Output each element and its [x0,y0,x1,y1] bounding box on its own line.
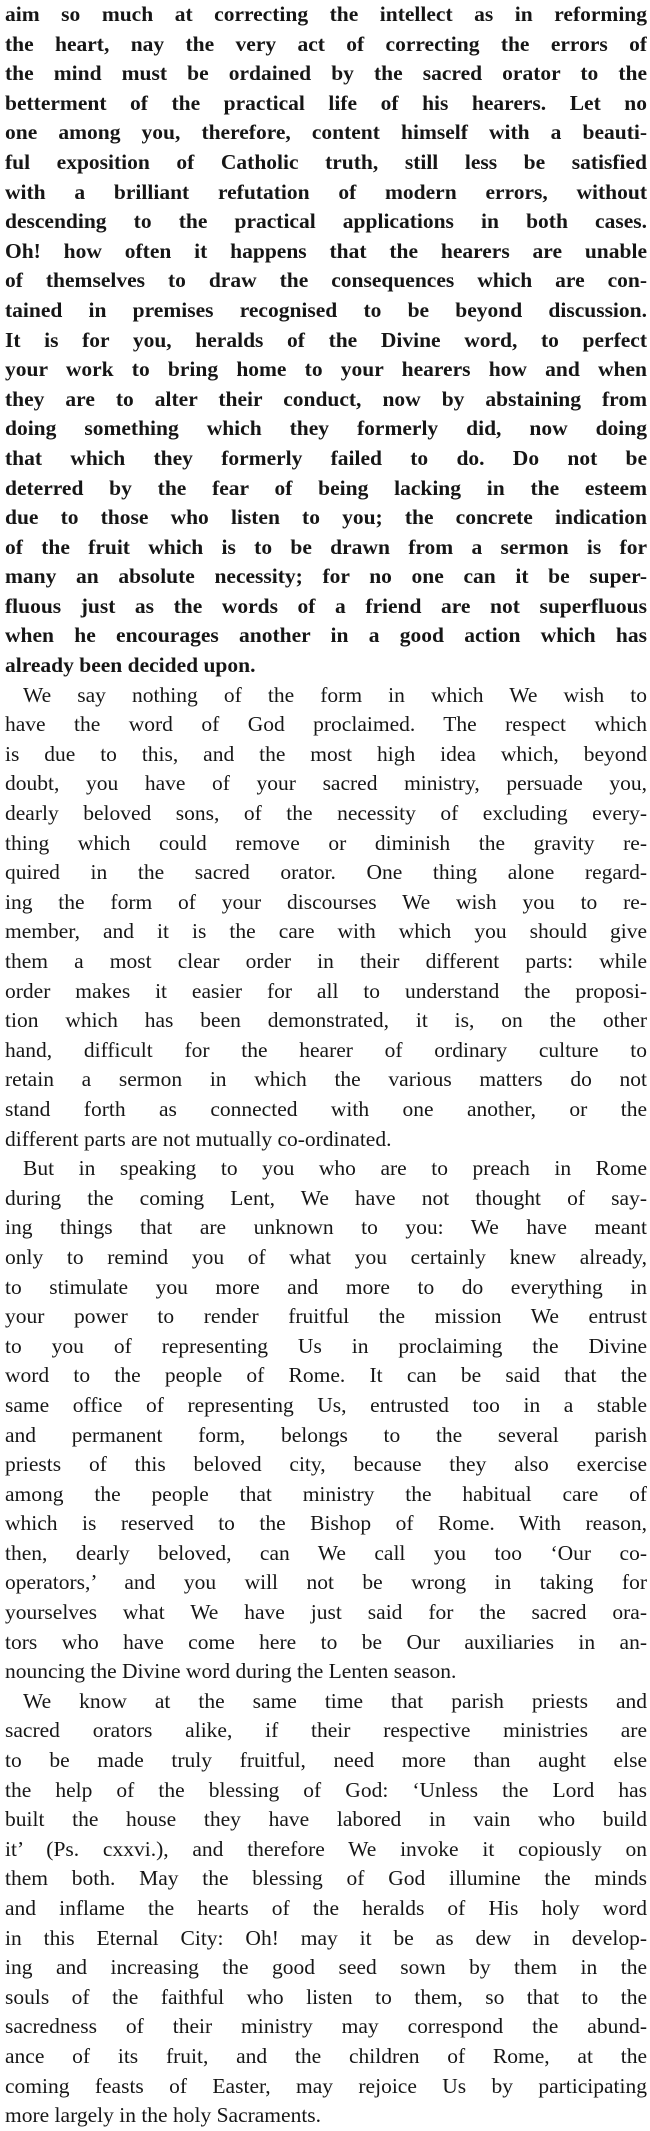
text-line: it’ (Ps. cxxvi.), and therefore We invoke it copiously on [5,1836,647,1861]
text-line: sacred orators alike, if their respective ministries are [5,1718,647,1743]
text-line: priests of this beloved city, because they also exercise [5,1452,647,1477]
text-line: stand forth as connected with one another, or the [5,1096,647,1121]
text-line: built the house they have labored in vain who build [5,1807,647,1832]
text-line: aim so much at correcting the intellect as in reforming [5,2,647,26]
text-line: But in speaking to you who are to preach in Rome [23,1156,647,1181]
text-line: ing the form of your discourses We wish you to re- [5,889,647,914]
text-line: among the people that ministry the habitual care of [5,1481,647,1506]
text-line: We say nothing of the form in which We wish to [23,682,647,707]
paragraph-4 [5,1687,647,2131]
text-line: already been decided upon. [5,653,256,678]
text-line: is due to this, and the most high idea which, beyond [5,741,647,766]
text-line: same office of representing Us, entrusted too in a stable [5,1392,647,1417]
text-line: coming feasts of Easter, may rejoice Us by participating [5,2073,647,2098]
text-line: tion which has been demonstrated, it is, on the other [5,1008,647,1033]
text-line: the help of the blessing of God: ‘Unless the Lord has [5,1777,647,1802]
paragraph-2 [5,681,647,1155]
text-line: It is for you, heralds of the Divine word, to perfect [5,327,647,352]
text-line: your work to bring home to your hearers how and when [5,357,647,382]
text-line: nouncing the Divine word during the Lenten season. [5,1659,457,1684]
text-line: then, dearly beloved, can We call you too ‘Our co- [5,1540,647,1565]
text-line: tained in premises recognised to be beyond discussion. [5,297,647,322]
text-line: more largely in the holy Sacraments. [5,2103,322,2128]
paragraph-1 [5,0,647,681]
text-line: them a most clear order in their different parts: while [5,949,647,973]
text-line: deterred by the fear of being lacking in the esteem [5,475,647,500]
text-line: many an absolute necessity; for no one can it be super- [5,564,647,589]
text-line: ing things that are unknown to you: We have meant [5,1215,647,1240]
text-line: during the coming Lent, We have not thought of say- [5,1185,647,1210]
text-line: to you of representing Us in proclaiming the Divine [5,1333,647,1358]
text-line: hand, difficult for the hearer of ordinary culture to [5,1037,647,1062]
text-line: to stimulate you more and more to do everything in [5,1274,647,1299]
text-line: have the word of God proclaimed. The respect which [5,712,647,737]
text-line: quired in the sacred orator. One thing alone regard- [5,860,647,885]
text-line: and inflame the hearts of the heralds of His holy word [5,1896,647,1920]
text-line: betterment of the practical life of his hearers. Let no [5,90,647,115]
paragraph-3 [5,1154,647,1687]
text-line: word to the people of Rome. It can be said that the [5,1363,647,1388]
text-line: to be made truly fruitful, need more than aught else [5,1748,647,1773]
text-line: We know at the same time that parish priests and [23,1688,647,1713]
text-line: member, and it is the care with which you should give [5,919,647,944]
text-line: doing something which they formerly did, now doing [5,416,647,441]
text-line: tors who have come here to be Our auxiliaries in an- [5,1629,647,1654]
text-line: yourselves what We have just said for the sacred ora- [5,1600,647,1625]
text-line: dearly beloved sons, of the necessity of excluding every- [5,801,647,826]
text-line: ing and increasing the good seed sown by them in the [5,1955,647,1980]
text-line: when he encourages another in a good action which has [5,623,647,648]
text-line: retain a sermon in which the various matters do not [5,1067,647,1092]
text-line: operators,’ and you will not be wrong in taking for [5,1570,647,1595]
text-line: Oh! how often it happens that the hearers are unable [5,238,647,263]
text-line: which is reserved to the Bishop of Rome. With reason, [5,1511,647,1536]
text-line: the heart, nay the very act of correcting the errors of [5,31,647,56]
text-line: of themselves to draw the consequences which are con- [5,268,647,293]
text-line: due to those who listen to you; the concrete indication [5,505,647,530]
text-line: the mind must be ordained by the sacred orator to the [5,61,647,86]
text-line: souls of the faithful who listen to them, so that to the [5,1984,647,2009]
text-line: them both. May the blessing of God illumine the minds [5,1866,647,1891]
text-line: fluous just as the words of a friend are not superfluous [5,593,647,618]
text-line: your power to render fruitful the mission We entrust [5,1304,647,1329]
text-line: that which they formerly failed to do. Do not be [5,445,647,470]
text-line: only to remind you of what you certainly knew already, [5,1244,647,1269]
text-line: ful exposition of Catholic truth, still less be satisfied [5,149,647,174]
text-line: sacredness of their ministry may correspond the abund- [5,2014,647,2039]
text-line: descending to the practical applications in both cases. [5,209,647,234]
text-line: they are to alter their conduct, now by abstaining from [5,386,647,411]
text-line: order makes it easier for all to understand the proposi- [5,978,647,1003]
text-line: one among you, therefore, content himself with a beauti- [5,120,647,145]
document-page [5,0,647,2128]
text-line: of the fruit which is to be drawn from a sermon is for [5,534,647,559]
text-line: in this Eternal City: Oh! may it be as dew in develop- [5,1925,647,1950]
text-line: and permanent form, belongs to the several parish [5,1422,647,1447]
text-line: different parts are not mutually co-ordinated. [5,1126,392,1151]
text-line: doubt, you have of your sacred ministry, persuade you, [5,771,647,796]
text-line: thing which could remove or diminish the gravity re- [5,830,647,855]
text-line: with a brilliant refutation of modern errors, without [5,179,647,204]
text-line: ance of its fruit, and the children of Rome, at the [5,2043,647,2068]
